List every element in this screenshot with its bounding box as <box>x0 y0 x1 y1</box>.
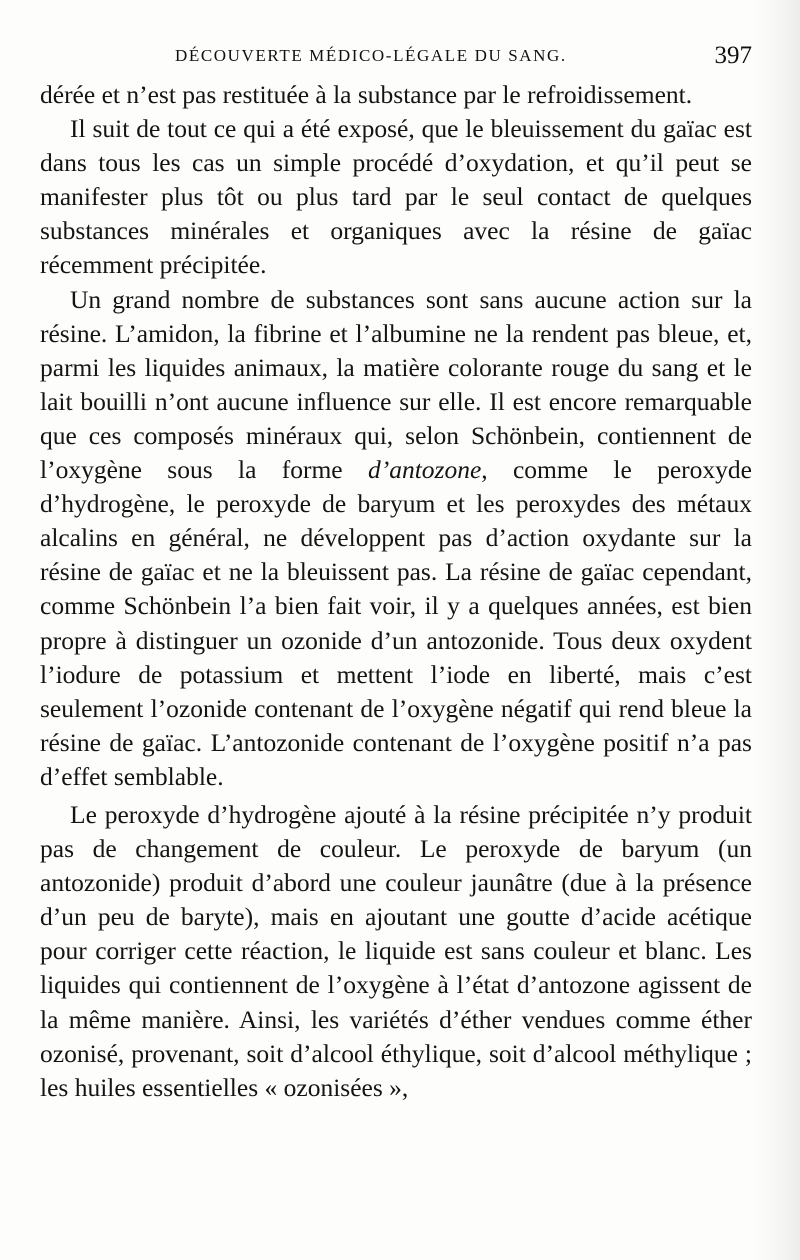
page-header <box>40 42 752 72</box>
paragraph-peroxyde-hydrogene: Le peroxyde d’hydrogène ajouté à la résine précipitée n’y produit pas de changement de couleur. Le peroxyde de baryum (un antozonide) produit d’abord une couleur jaunâtre (due à la présence d’un peu de baryte), mais en ajoutant une goutte d’acide acétique pour corriger cette réaction, le liquide est sans couleur et blanc. Les liquides qui contiennent de l’oxygène à l’état d’antozone agissent de la même manière. Ainsi, les variétés d’éther vendues comme éther ozonisé, provenant, soit d’alcool éthylique, soit d’alcool méthylique ; les huiles essentielles « ozonisées », <box>40 799 752 1102</box>
paragraph-continuation: dérée et n’est pas restituée à la substance par le refroidissement. <box>40 80 693 109</box>
paragraph-text-after-italic: , comme le peroxyde d’hydrogène, le peroxyde de baryum et les peroxydes des métaux alcalins en général, ne développent pas d’action oxydante sur la résine de gaïac et ne la bleuissent pas. La résine de gaïac cependant, comme Schönbein l’a bien fait voir, il y a quelques années, est bien propre à distinguer un ozonide d’un antozonide. Tous deux oxydent l’iodure de potassium et mettent l’iode en liberté, mais c’est seulement l’ozonide contenant de l’oxygène négatif qui rend bleue la résine de gaïac. L’antozonide contenant de l’oxygène positif n’a pas d’effet semblable. <box>40 455 752 791</box>
italic-term-antozone: d’antozone <box>367 455 482 485</box>
paragraph-text-before-italic: Un grand nombre de substances sont sans aucune action sur la résine. L’amidon, la fibrine et l’albumine ne la rendent pas bleue, et, parmi les liquides animaux, la matière colorante rouge du sang et le lait bouilli n’ont aucune influence sur elle. Il est encore remarquable que ces composés minéraux qui, selon Schönbein, contiennent de l’oxygène sous la forme <box>40 284 752 485</box>
page-edge-shadow <box>752 0 800 1260</box>
paragraph-gaiac-oxydation: Il suit de tout ce qui a été exposé, que le bleuissement du gaïac est dans tous les cas un simple procédé d’oxydation, et qu’il peut se manifester plus tôt ou plus tard par le seul contact de quelques substances minérales et organiques avec la résine de gaïac récemment précipitée. <box>40 114 752 280</box>
body-text <box>40 78 752 1105</box>
paragraph-substances-sans-action <box>40 283 752 794</box>
running-title: DÉCOUVERTE MÉDICO-LÉGALE DU SANG. <box>175 46 567 65</box>
page-number: 397 <box>714 42 752 69</box>
